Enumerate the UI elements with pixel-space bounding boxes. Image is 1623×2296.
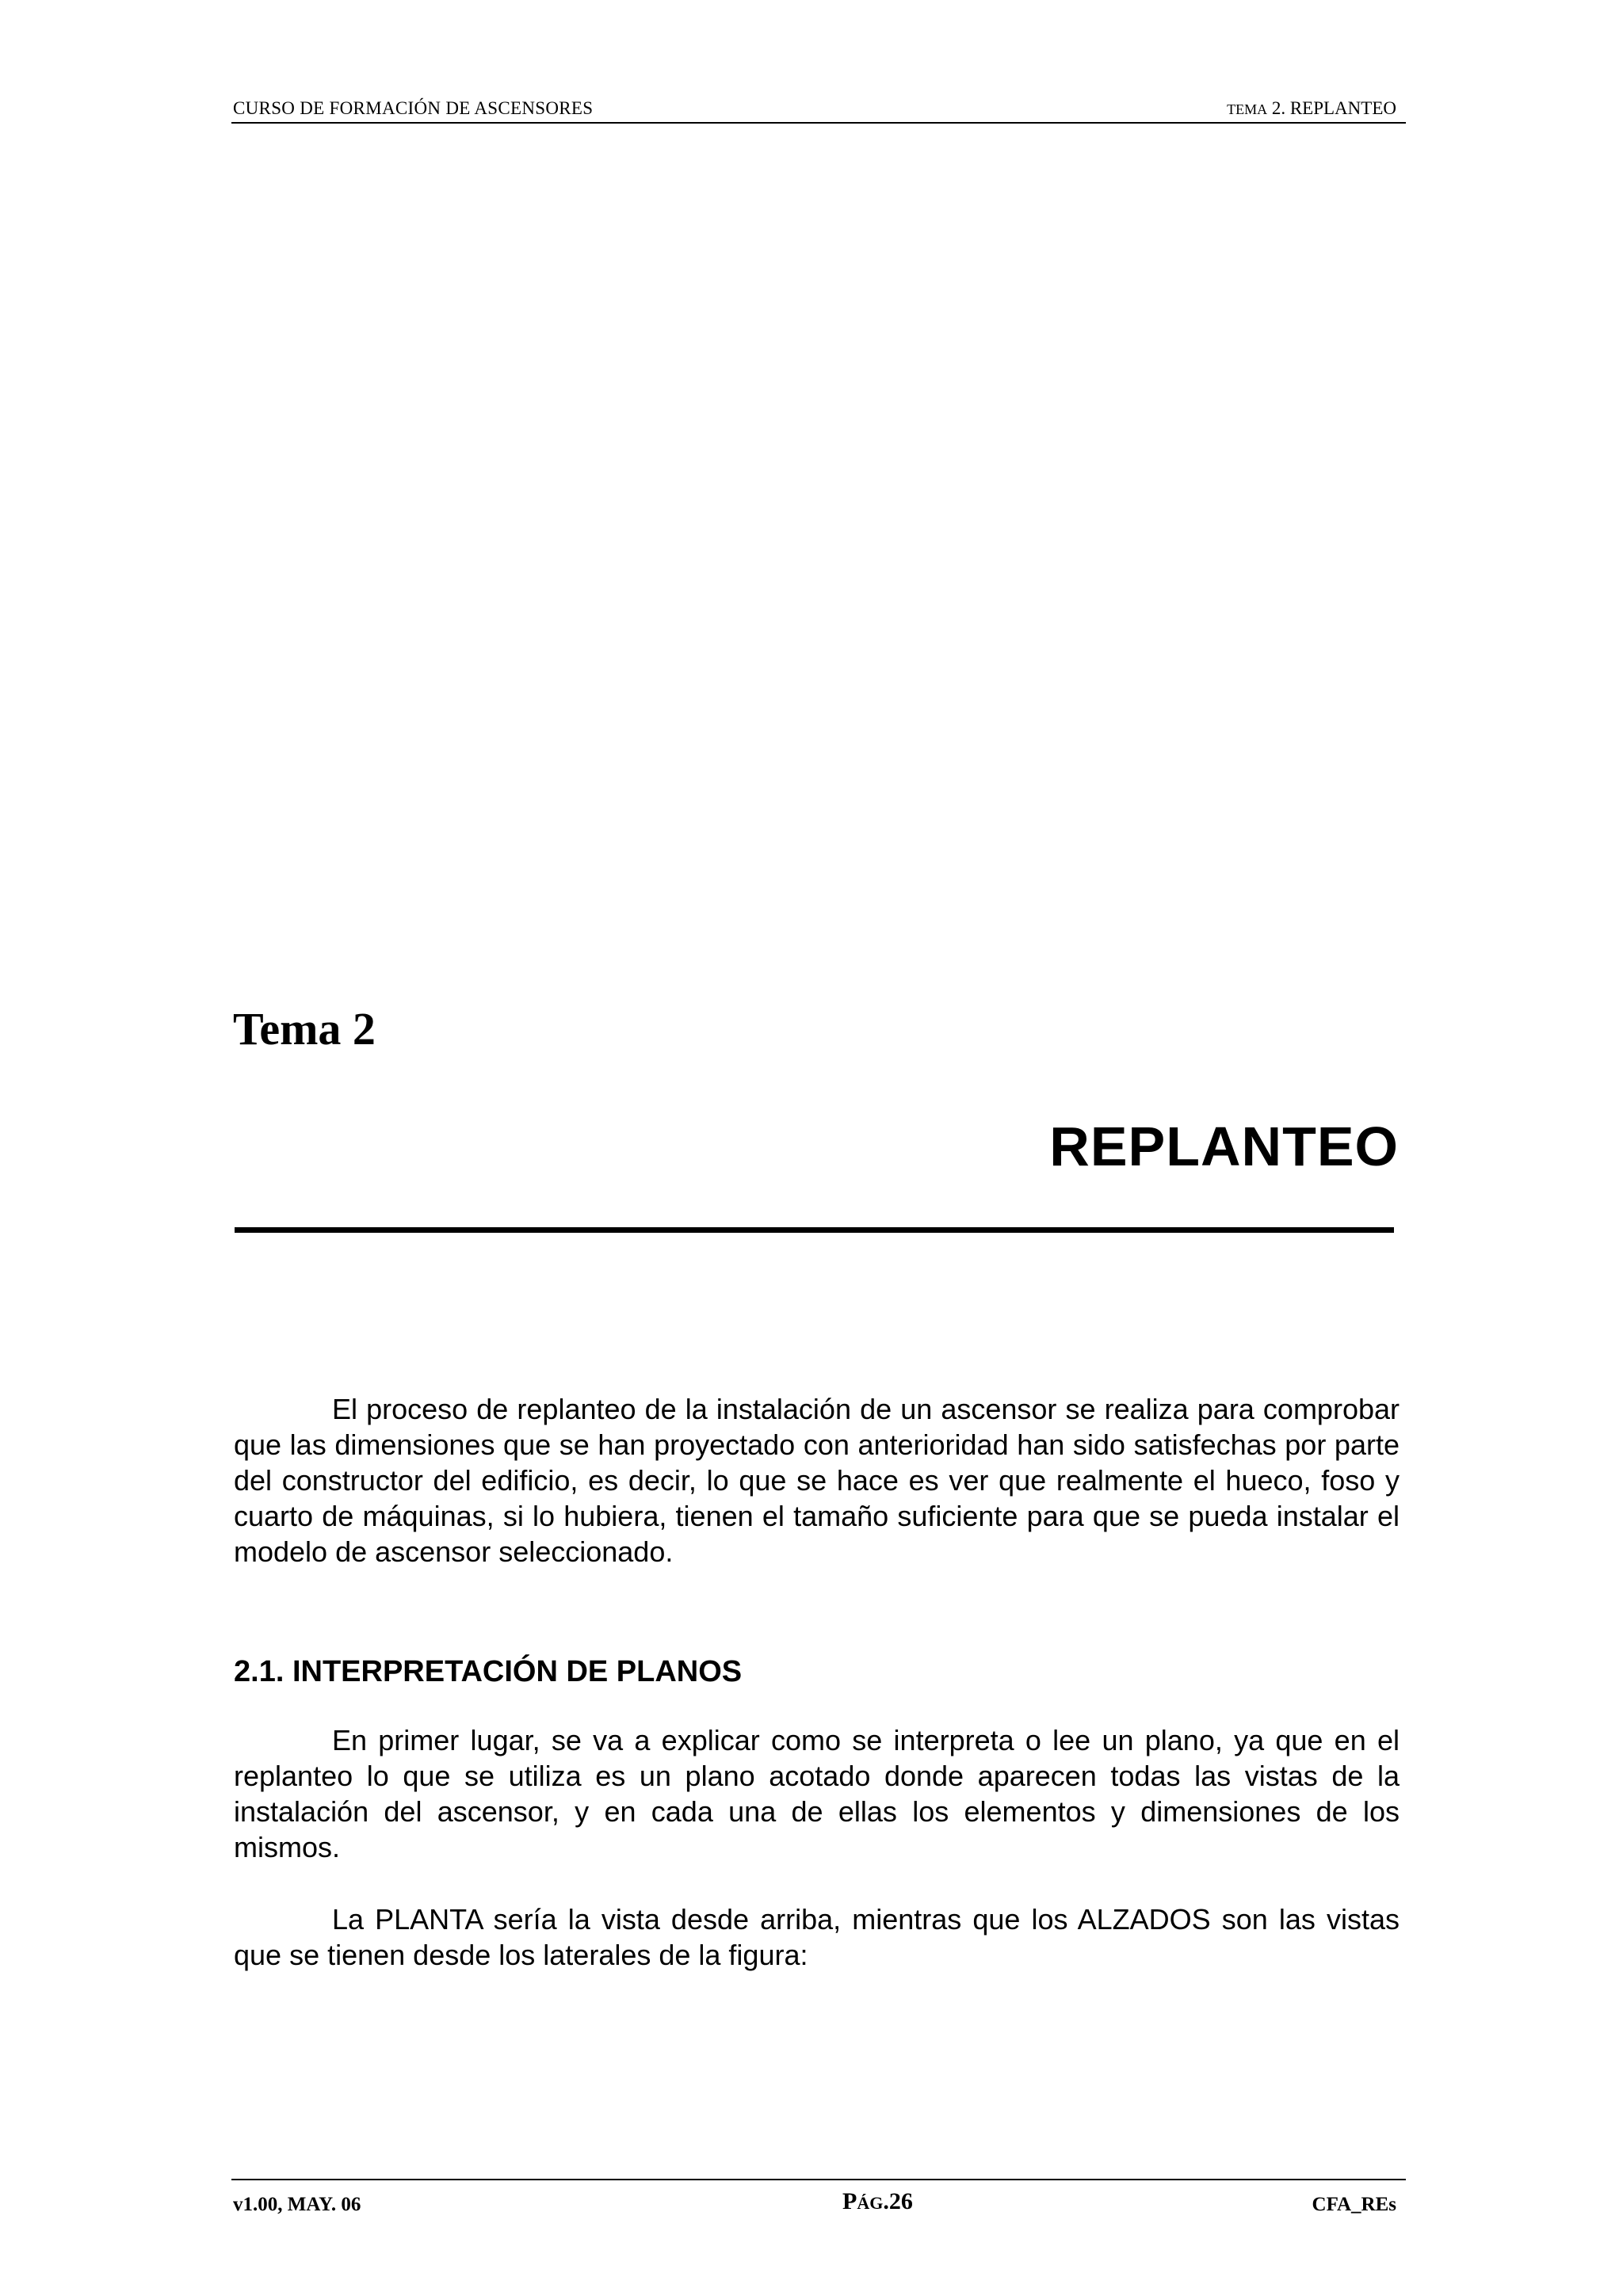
header-topic-prefix: TEMA — [1227, 101, 1268, 117]
section-paragraph-2: La PLANTA sería la vista desde arriba, mientras que los ALZADOS son las vistas que se tienen desde los laterales de la figura: — [234, 1903, 1400, 1971]
header-topic-rest: 2. REPLANTEO — [1267, 98, 1396, 118]
footer-version: v1.00, MAY. 06 — [233, 2194, 361, 2215]
page-header — [231, 95, 1406, 124]
page-footer — [231, 2179, 1406, 2228]
footer-document-code: CFA_REs — [1312, 2194, 1396, 2215]
chapter-number: Tema 2 — [233, 1003, 376, 1055]
footer-page-value: .26 — [883, 2188, 913, 2214]
intro-paragraph: El proceso de replanteo de la instalación de un ascensor se realiza para comprobar que las dimensiones que se han proyectado con anterioridad han sido satisfechas por parte del constructor del edificio, es decir, lo que se hace es ver que realmente el hueco, foso y cuarto de máquinas, si lo hubiera, tienen el tamaño suficiente para que se pueda instalar el modelo de ascensor seleccionado. — [234, 1393, 1400, 1568]
title-divider — [235, 1227, 1394, 1233]
section-heading: 2.1. INTERPRETACIÓN DE PLANOS — [234, 1655, 743, 1688]
course-title: CURSO DE FORMACIÓN DE ASCENSORES — [233, 98, 594, 118]
section-paragraph-1: En primer lugar, se va a explicar como se interpreta o lee un plano, ya que en el replanteo lo que se utiliza es un plano acotado donde aparecen todas las vistas de la instalación del ascensor, y en cada una de ellas los elementos y dimensiones de los mismos. — [234, 1724, 1400, 1863]
footer-page-small-caps: ÁG — [857, 2193, 884, 2213]
footer-page-first-letter: P — [842, 2188, 857, 2214]
footer-page-number — [842, 2187, 913, 2218]
header-topic — [1227, 95, 1396, 123]
chapter-title: REPLANTEO — [1049, 1116, 1399, 1177]
